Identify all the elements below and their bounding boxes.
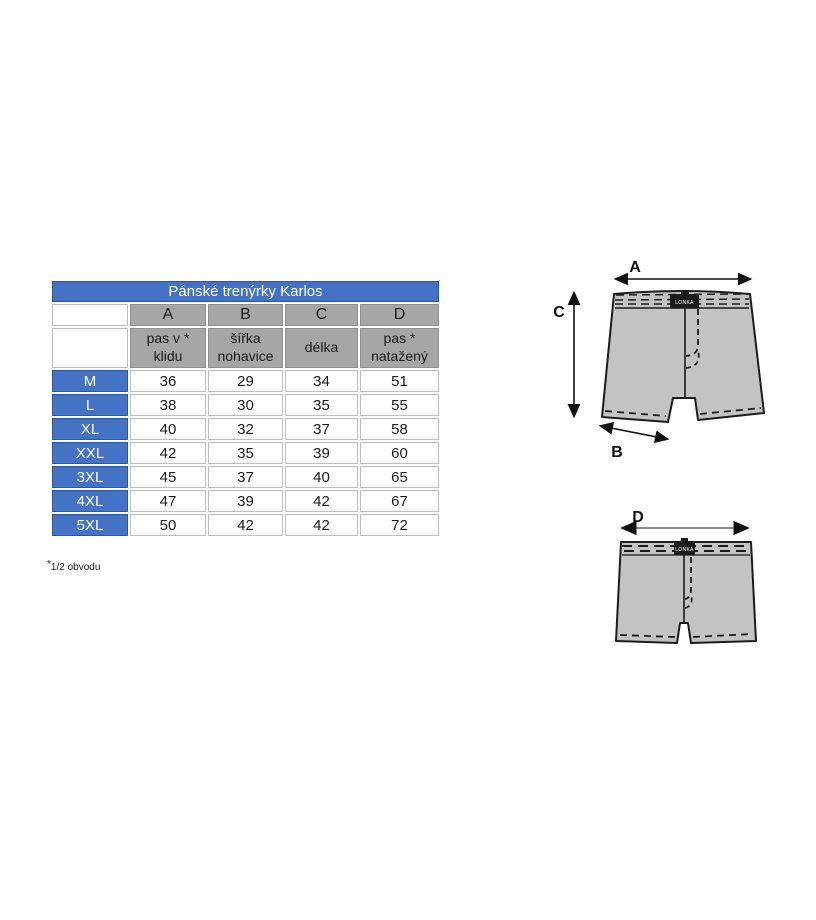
- measure-value: 29: [208, 370, 283, 392]
- table-row: [52, 442, 439, 464]
- measure-value: 55: [360, 394, 439, 416]
- measure-value: 30: [208, 394, 283, 416]
- measure-value: 37: [285, 418, 358, 440]
- measure-value: 35: [208, 442, 283, 464]
- brand-label-text: LONKA: [675, 547, 694, 553]
- dimension-b-label: B: [611, 444, 623, 461]
- measure-value: 37: [208, 466, 283, 488]
- measure-value: 34: [285, 370, 358, 392]
- measure-value: 40: [130, 418, 206, 440]
- measure-value: 42: [285, 514, 358, 536]
- desc-line: nohavice: [217, 348, 274, 365]
- table-row: [52, 370, 439, 392]
- measure-value: 36: [130, 370, 206, 392]
- dimension-d-label: D: [632, 509, 644, 526]
- table-row: [52, 418, 439, 440]
- measure-value: 60: [360, 442, 439, 464]
- table-row: [52, 394, 439, 416]
- measure-value: 42: [130, 442, 206, 464]
- blank-cell: [52, 328, 128, 368]
- boxer-front-outline: [602, 291, 764, 422]
- table-row: [52, 490, 439, 512]
- measure-value: 72: [360, 514, 439, 536]
- size-label: XXL: [52, 442, 128, 464]
- measure-value: 45: [130, 466, 206, 488]
- boxer-front-diagram: [545, 253, 785, 465]
- boxer-stretched-outline: [616, 542, 756, 643]
- brand-label-text: LONKA: [675, 300, 694, 306]
- size-label: M: [52, 370, 128, 392]
- measure-value: 32: [208, 418, 283, 440]
- measure-value: 35: [285, 394, 358, 416]
- column-desc-d: [360, 328, 439, 368]
- desc-line: pas v *: [146, 330, 190, 346]
- boxer-stretched-diagram: [590, 505, 775, 660]
- blank-cell: [52, 304, 128, 326]
- measure-value: 39: [208, 490, 283, 512]
- measure-value: 65: [360, 466, 439, 488]
- measure-value: 38: [130, 394, 206, 416]
- column-letter-a: A: [130, 304, 206, 326]
- desc-line: klidu: [153, 348, 183, 365]
- size-label: 5XL: [52, 514, 128, 536]
- size-label: XL: [52, 418, 128, 440]
- measure-value: 67: [360, 490, 439, 512]
- table-row: [52, 466, 439, 488]
- dimension-a-label: A: [629, 259, 641, 276]
- column-letter-row: [52, 304, 439, 326]
- size-label: 4XL: [52, 490, 128, 512]
- column-description-row: [52, 328, 439, 368]
- size-chart-table: [50, 279, 441, 538]
- measure-value: 50: [130, 514, 206, 536]
- footnote-asterisk: *: [47, 559, 51, 570]
- column-desc-b: [208, 328, 283, 368]
- size-label: 3XL: [52, 466, 128, 488]
- column-letter-b: B: [208, 304, 283, 326]
- table-row: [52, 514, 439, 536]
- measure-value: 47: [130, 490, 206, 512]
- table-title: Pánské trenýrky Karlos: [52, 281, 439, 302]
- column-desc-c: [285, 328, 358, 368]
- dimension-c-label: C: [553, 304, 565, 321]
- footnote: [47, 559, 100, 573]
- column-letter-d: D: [360, 304, 439, 326]
- desc-line: délka: [304, 339, 339, 356]
- measure-value: 40: [285, 466, 358, 488]
- measure-value: 39: [285, 442, 358, 464]
- desc-line: natažený: [371, 348, 428, 365]
- column-letter-c: C: [285, 304, 358, 326]
- desc-line: pas *: [383, 330, 416, 346]
- measure-value: 58: [360, 418, 439, 440]
- measure-value: 42: [208, 514, 283, 536]
- table-title-row: [52, 281, 439, 302]
- desc-line: šířka: [230, 330, 261, 346]
- measure-value: 42: [285, 490, 358, 512]
- dimension-b-arrow: [601, 426, 667, 439]
- size-label: L: [52, 394, 128, 416]
- footnote-text: 1/2 obvodu: [50, 562, 101, 573]
- column-desc-a: [130, 328, 206, 368]
- measure-value: 51: [360, 370, 439, 392]
